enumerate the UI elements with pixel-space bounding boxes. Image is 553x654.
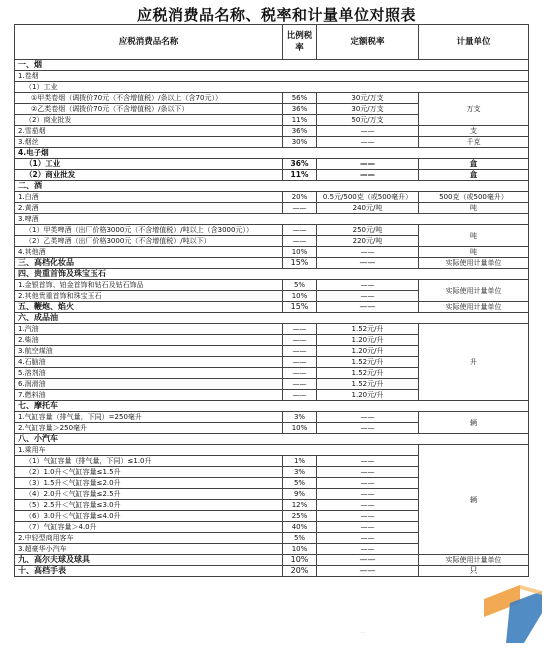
section-label: 一、烟 [15,60,529,71]
table-row [15,170,529,181]
fixed-cell: 250元/吨 [317,225,419,236]
section-label: 八、小汽车 [15,434,529,445]
fixed-cell: —— [317,478,419,489]
unit-cell: 实际使用计量单位 [419,258,529,269]
unit-cell: 吨 [419,225,529,247]
section-label: 四、贵重首饰及珠宝玉石 [15,269,529,280]
section-row [15,302,529,313]
table-row [15,126,529,137]
row-label: 2.雪茄烟 [15,126,283,137]
fixed-cell: —— [317,258,419,269]
table-row [15,214,529,225]
header-fixed: 定额税率 [317,25,419,60]
rate-cell: —— [283,390,317,401]
rate-cell: 10% [283,544,317,555]
rate-cell: —— [283,203,317,214]
fixed-cell: 1.52元/升 [317,379,419,390]
fixed-cell: —— [317,489,419,500]
table-row [15,412,529,423]
rate-cell: 10% [283,247,317,258]
row-label: 3.烟丝 [15,137,283,148]
fixed-cell: —— [317,500,419,511]
table-row [15,445,529,456]
row-label: （7）气缸容量＞4.0升 [15,522,283,533]
rate-cell: 36% [283,126,317,137]
row-label: 2.中轻型商用客车 [15,533,283,544]
section-label: 九、高尔夫球及球具 [15,555,283,566]
fixed-cell: 1.52元/升 [317,368,419,379]
fixed-cell: 0.5元/500克（或500毫升） [317,192,419,203]
rate-cell: 11% [283,170,317,181]
row-label: （2）商业批发 [15,170,283,181]
fixed-cell: —— [317,467,419,478]
fixed-cell: —— [317,533,419,544]
unit-cell: 只 [419,566,529,577]
rate-cell: —— [283,357,317,368]
tax-table [14,24,529,577]
rate-cell: 11% [283,115,317,126]
row-label: 1.乘用车 [15,445,419,456]
fixed-cell: —— [317,159,419,170]
rate-cell: —— [283,346,317,357]
unit-cell: 500克（或500毫升） [419,192,529,203]
rate-cell: 9% [283,489,317,500]
row-label: （2）乙类啤酒（出厂价格3000元（不含增值税）/吨以下） [15,236,283,247]
row-label: （5）2.5升＜气缸容量≤3.0升 [15,500,283,511]
rate-cell: 36% [283,104,317,115]
table-row [15,280,529,291]
rate-cell: —— [283,368,317,379]
fixed-cell: —— [317,302,419,313]
fixed-cell: —— [317,522,419,533]
fixed-cell: —— [317,544,419,555]
rate-cell: 36% [283,159,317,170]
section-label: 六、成品油 [15,313,529,324]
rate-cell: 1% [283,456,317,467]
table-row [15,192,529,203]
section-row [15,181,529,192]
page-title: 应税消费品名称、税率和计量单位对照表 [136,6,416,24]
section-label: 七、摩托车 [15,401,529,412]
row-label: 2.其他贵重首饰和珠宝玉石 [15,291,283,302]
unit-cell: 吨 [419,247,529,258]
table-header-row [15,25,529,60]
row-label: （2）商业批发 [15,115,283,126]
unit-cell: 支 [419,126,529,137]
fixed-cell: —— [317,566,419,577]
table-row [15,148,529,159]
table-row [15,203,529,214]
unit-cell: 实际使用计量单位 [419,280,529,302]
fixed-cell: —— [317,412,419,423]
fixed-cell: —— [317,280,419,291]
fixed-cell: —— [317,247,419,258]
rate-cell: 10% [283,291,317,302]
section-row [15,60,529,71]
rate-cell: 3% [283,412,317,423]
row-label: 3.啤酒 [15,214,529,225]
rate-cell: 56% [283,93,317,104]
table-row [15,82,529,93]
section-label: 五、鞭炮、焰火 [15,302,283,313]
rate-cell: 5% [283,478,317,489]
fixed-cell: 1.52元/升 [317,357,419,368]
row-label: 1.白酒 [15,192,283,203]
row-label: ②乙类卷烟（调拨价70元（不含增值税）/条以下） [15,104,283,115]
row-label: 4.其他酒 [15,247,283,258]
fixed-cell: —— [317,126,419,137]
row-label: 7.燃料油 [15,390,283,401]
section-row [15,269,529,280]
table-row [15,93,529,104]
row-label: 3.超豪华小汽车 [15,544,283,555]
row-label: 2.黄酒 [15,203,283,214]
rate-cell: 10% [283,423,317,434]
rate-cell: —— [283,379,317,390]
rate-cell: 3% [283,467,317,478]
section-label: 十、高档手表 [15,566,283,577]
rate-cell: 15% [283,302,317,313]
table-row [15,137,529,148]
row-label: 5.溶剂油 [15,368,283,379]
rate-cell: —— [283,335,317,346]
row-label: 2.气缸容量＞250毫升 [15,423,283,434]
row-label: （1）工业 [15,159,283,170]
unit-cell: 实际使用计量单位 [419,302,529,313]
watermark-text: ... [360,628,366,635]
row-label: 1.汽油 [15,324,283,335]
header-unit: 计量单位 [419,25,529,60]
fixed-cell: —— [317,456,419,467]
row-label: （1）甲类啤酒（出厂价格3000元（不含增值税）/吨以上（含3000元）） [15,225,283,236]
row-label: 1.气缸容量（排气量，下同）=250毫升 [15,412,283,423]
row-label: 4.电子烟 [15,148,529,159]
rate-cell: 15% [283,258,317,269]
unit-cell: 实际使用计量单位 [419,555,529,566]
unit-cell: 万支 [419,93,529,126]
fixed-cell: —— [317,291,419,302]
row-label: （1）气缸容量（排气量，下同）≤1.0升 [15,456,283,467]
row-label: 1.金银首饰、铂金首饰和钻石及钻石饰品 [15,280,283,291]
row-label: （2）1.0升＜气缸容量≤1.5升 [15,467,283,478]
corner-brand-logo-icon [480,585,546,643]
section-row [15,434,529,445]
fixed-cell: 50元/万支 [317,115,419,126]
fixed-cell: —— [317,511,419,522]
fixed-cell: —— [317,137,419,148]
row-label: 3.航空煤油 [15,346,283,357]
fixed-cell: 220元/吨 [317,236,419,247]
section-row [15,555,529,566]
fixed-cell: 1.20元/升 [317,390,419,401]
row-label: 4.石脑油 [15,357,283,368]
fixed-cell: 30元/万支 [317,104,419,115]
rate-cell: 20% [283,192,317,203]
rate-cell: 5% [283,280,317,291]
rate-cell: 5% [283,533,317,544]
section-label: 二、酒 [15,181,529,192]
row-label: （6）3.0升＜气缸容量≤4.0升 [15,511,283,522]
rate-cell: —— [283,236,317,247]
table-row [15,225,529,236]
rate-cell: —— [283,225,317,236]
fixed-cell: —— [317,423,419,434]
fixed-cell: —— [317,555,419,566]
row-label: （3）1.5升＜气缸容量≤2.0升 [15,478,283,489]
unit-cell: 辆 [419,445,529,555]
section-row [15,401,529,412]
section-row [15,313,529,324]
row-label: ①甲类卷烟（调拨价70元（不含增值税）/条以上（含70元）） [15,93,283,104]
table-row [15,324,529,335]
unit-cell: 千克 [419,137,529,148]
row-label: 2.柴油 [15,335,283,346]
rate-cell: —— [283,324,317,335]
rate-cell: 30% [283,137,317,148]
unit-cell: 盒 [419,170,529,181]
rate-cell: 40% [283,522,317,533]
rate-cell: 12% [283,500,317,511]
table-row [15,159,529,170]
section-row [15,258,529,269]
table-row [15,247,529,258]
rate-cell: 25% [283,511,317,522]
rate-cell: 20% [283,566,317,577]
table-row [15,71,529,82]
fixed-cell: 30元/万支 [317,93,419,104]
fixed-cell: 1.20元/升 [317,335,419,346]
unit-cell: 升 [419,324,529,401]
fixed-cell: 240元/吨 [317,203,419,214]
unit-cell: 盒 [419,159,529,170]
rate-cell: 10% [283,555,317,566]
row-label: 1.卷烟 [15,71,529,82]
row-label: （4）2.0升＜气缸容量≤2.5升 [15,489,283,500]
header-name: 应税消费品名称 [15,25,283,60]
unit-cell: 辆 [419,412,529,434]
fixed-cell: 1.52元/升 [317,324,419,335]
unit-cell: 吨 [419,203,529,214]
section-row [15,566,529,577]
row-label: 6.润滑油 [15,379,283,390]
header-rate: 比例税率 [283,25,317,60]
section-label: 三、高档化妆品 [15,258,283,269]
fixed-cell: 1.20元/升 [317,346,419,357]
fixed-cell: —— [317,170,419,181]
row-label: （1）工业 [15,82,529,93]
